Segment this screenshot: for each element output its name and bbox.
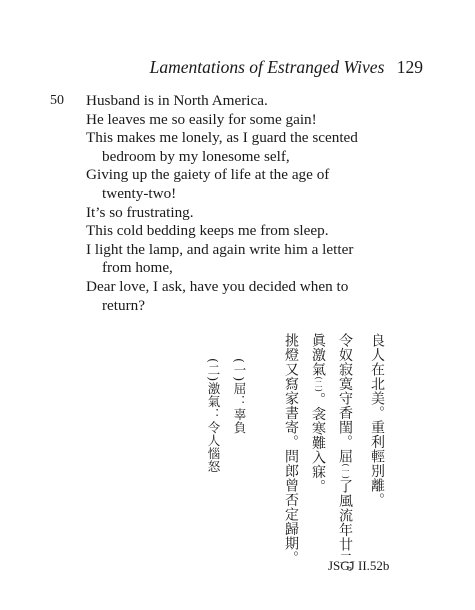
poem-line: bedroom by my lonesome self, xyxy=(102,147,290,165)
poem-translation xyxy=(86,92,426,315)
poem-line: This cold bedding keeps me from sleep. xyxy=(86,222,329,240)
chinese-text: 令奴寂寞守香閨。屈 xyxy=(337,333,353,464)
chinese-text: 良人在北美。重利輕別離。 xyxy=(369,333,385,507)
poem-line: I light the lamp, and again write him a letter xyxy=(86,240,354,258)
chapter-title: Lamentations of Estranged Wives xyxy=(149,57,385,77)
chinese-text: 了風流年廿二。 xyxy=(337,479,353,581)
footnote-marker: (二) xyxy=(314,376,323,393)
chinese-column xyxy=(370,333,384,507)
line-number: 50 xyxy=(50,93,64,108)
poem-line: Giving up the gaiety of life at the age of xyxy=(86,166,330,184)
chinese-column xyxy=(284,333,298,565)
chinese-footnote: (一)屈：辜負 xyxy=(232,358,247,434)
poem-line: from home, xyxy=(102,259,173,277)
poem-line: This makes me lonely, as I guard the scented xyxy=(86,129,358,147)
poem-line: He leaves me so easily for some gain! xyxy=(86,110,317,128)
poem-line: Dear love, I ask, have you decided when to xyxy=(86,277,349,295)
poem-line: twenty-two! xyxy=(102,184,177,202)
footnote-marker: (一) xyxy=(341,463,350,480)
source-citation: JSGJ II.52b xyxy=(328,558,390,573)
page-number: 129 xyxy=(396,57,423,77)
chinese-column xyxy=(311,333,325,494)
chinese-text: 挑燈又寫家書寄。問郎曾否定歸期。 xyxy=(283,333,299,565)
chinese-text: 眞激氣 xyxy=(310,333,326,377)
poem-line: return? xyxy=(102,296,146,314)
poem-line: Husband is in North America. xyxy=(86,92,268,109)
poem-line: It’s so frustrating. xyxy=(86,203,194,221)
chinese-column xyxy=(338,333,352,581)
running-header xyxy=(150,57,423,78)
chinese-text: 。衾寒難入寐。 xyxy=(310,392,326,494)
chinese-footnote: (二)激氣：令人惱怒 xyxy=(206,358,221,473)
